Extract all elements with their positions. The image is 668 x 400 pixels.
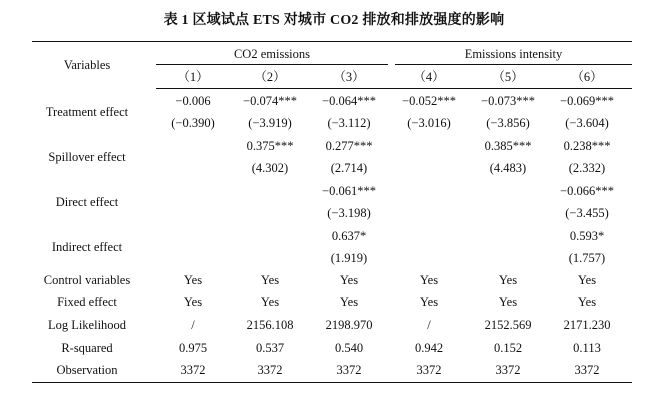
- value-cell: Yes: [339, 295, 359, 309]
- value-cell: 0.113: [573, 341, 601, 355]
- value-cell: 3372: [574, 363, 600, 377]
- row-label: Control variables: [43, 273, 131, 287]
- value-cell: Yes: [260, 273, 280, 287]
- coefficient-cell: 0.277***: [325, 139, 373, 153]
- t-stat-cell: (−3.016): [407, 116, 451, 130]
- t-stat-cell: (−3.455): [565, 206, 609, 220]
- column-header-6: （6）: [571, 70, 603, 84]
- value-cell: 0.152: [493, 341, 523, 355]
- value-cell: 3372: [257, 363, 283, 377]
- value-cell: 2156.108: [246, 318, 294, 332]
- table-caption: 表 1 区域试点 ETS 对城市 CO2 排放和排放强度的影响: [163, 13, 505, 28]
- coefficient-cell: 0.375***: [246, 139, 294, 153]
- row-label: R-squared: [61, 341, 113, 355]
- coefficient-cell: −0.074***: [243, 94, 297, 108]
- value-cell: Yes: [577, 273, 597, 287]
- value-cell: Yes: [498, 295, 518, 309]
- t-stat-cell: (4.483): [489, 161, 527, 175]
- coefficient-cell: −0.061***: [322, 184, 376, 198]
- coefficient-cell: 0.637*: [331, 229, 367, 243]
- value-cell: Yes: [183, 295, 203, 309]
- group-header-co2-emissions: CO2 emissions: [233, 47, 311, 61]
- value-cell: 2152.569: [484, 318, 532, 332]
- t-stat-cell: (−3.604): [565, 116, 609, 130]
- value-cell: Yes: [577, 295, 597, 309]
- value-cell: 3372: [336, 363, 362, 377]
- value-cell: /: [427, 318, 431, 332]
- t-stat-cell: (−3.856): [486, 116, 530, 130]
- value-cell: 3372: [416, 363, 442, 377]
- coefficient-cell: −0.069***: [560, 94, 614, 108]
- row-label: Log Likelihood: [47, 318, 127, 332]
- value-cell: 0.537: [255, 341, 285, 355]
- t-stat-cell: (1.919): [330, 251, 368, 265]
- coefficient-cell: 0.385***: [484, 139, 532, 153]
- coefficient-cell: 0.593*: [569, 229, 605, 243]
- value-cell: 0.942: [414, 341, 444, 355]
- t-stat-cell: (−3.112): [327, 116, 371, 130]
- row-label: Indirect effect: [51, 240, 123, 254]
- value-cell: Yes: [419, 273, 439, 287]
- coefficient-cell: −0.066***: [560, 184, 614, 198]
- column-header-2: （2）: [254, 70, 286, 84]
- top-rule: [32, 41, 632, 42]
- value-cell: Yes: [419, 295, 439, 309]
- row-label: Direct effect: [55, 195, 119, 209]
- value-cell: 3372: [180, 363, 206, 377]
- coefficient-cell: −0.006: [175, 94, 211, 108]
- coefficient-cell: 0.238***: [563, 139, 611, 153]
- t-stat-cell: (−3.919): [248, 116, 292, 130]
- value-cell: 0.975: [178, 341, 208, 355]
- value-cell: 2198.970: [325, 318, 373, 332]
- bottom-rule: [32, 382, 632, 383]
- group-header-emissions-intensity: Emissions intensity: [464, 47, 563, 61]
- column-header-1: （1）: [177, 70, 209, 84]
- value-cell: Yes: [339, 273, 359, 287]
- group1-underline: [156, 64, 388, 65]
- coefficient-cell: −0.064***: [322, 94, 376, 108]
- row-label: Observation: [56, 363, 118, 377]
- t-stat-cell: (2.332): [568, 161, 606, 175]
- column-header-4: （4）: [413, 70, 445, 84]
- t-stat-cell: (−0.390): [171, 116, 215, 130]
- t-stat-cell: (4.302): [251, 161, 289, 175]
- t-stat-cell: (2.714): [330, 161, 368, 175]
- group2-underline: [395, 64, 632, 65]
- column-header-5: （5）: [492, 70, 524, 84]
- column-header-3: （3）: [333, 70, 365, 84]
- row-label: Treatment effect: [45, 105, 129, 119]
- value-cell: Yes: [498, 273, 518, 287]
- value-cell: 0.540: [334, 341, 364, 355]
- coefficient-cell: −0.073***: [481, 94, 535, 108]
- variables-header: Variables: [63, 58, 111, 72]
- coefficient-cell: −0.052***: [402, 94, 456, 108]
- row-label: Fixed effect: [57, 295, 117, 309]
- t-stat-cell: (−3.198): [327, 206, 371, 220]
- t-stat-cell: (1.757): [568, 251, 606, 265]
- header-rule: [156, 88, 632, 89]
- row-label: Spillover effect: [48, 150, 126, 164]
- value-cell: /: [191, 318, 195, 332]
- value-cell: Yes: [183, 273, 203, 287]
- value-cell: 2171.230: [563, 318, 611, 332]
- value-cell: 3372: [495, 363, 521, 377]
- value-cell: Yes: [260, 295, 280, 309]
